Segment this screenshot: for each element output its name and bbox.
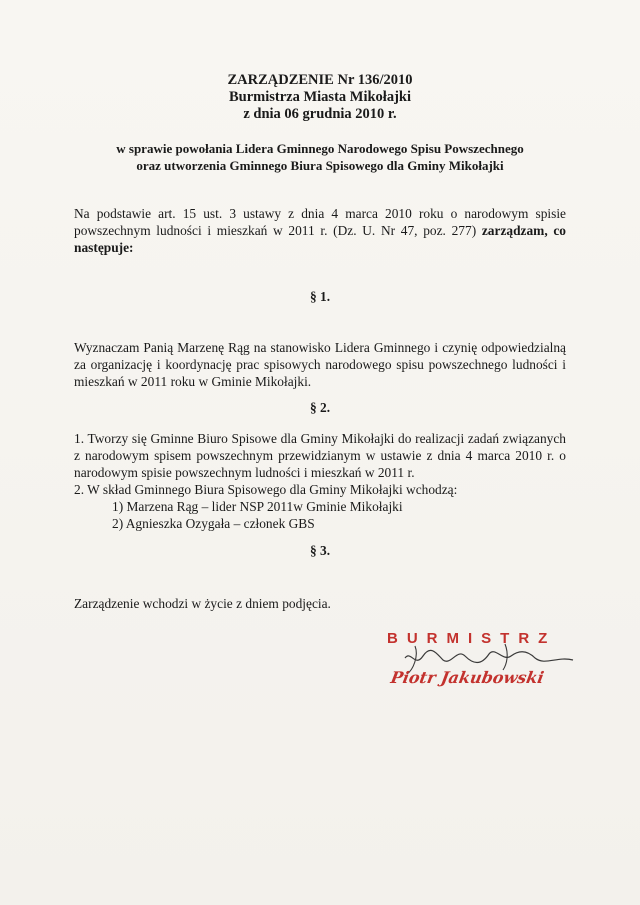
section-2-title: § 2. xyxy=(309,400,331,415)
decree-date: z dnia 06 grudnia 2010 r. xyxy=(243,106,397,122)
subject-line-2: oraz utworzenia Gminnego Biura Spisowego dla Gminy Mikołajki xyxy=(136,158,504,173)
list-item: 1) Marzena Rąg – lider NSP 2011w Gminie Mikołajki xyxy=(112,499,403,514)
subject-line-1: w sprawie powołania Lidera Gminnego Narodowego Spisu Powszechnego xyxy=(116,141,524,156)
preamble xyxy=(74,205,566,256)
document-header xyxy=(0,72,640,123)
decree-number: ZARZĄDZENIE Nr 136/2010 xyxy=(227,72,413,88)
stamp-name: Piotr Jakubowski xyxy=(389,668,546,687)
preamble-text: Na podstawie art. 15 ust. 3 ustawy z dnia 4 marca 2010 roku o narodowym spisie powszechnym ludności i mieszkań w 2011 r. (Dz. U. Nr 47, poz. 277) xyxy=(74,206,566,238)
section-2-item-2: 2. W skład Gminnego Biura Spisowego dla Gminy Mikołajki wchodzą: xyxy=(74,482,458,497)
list-item: 2) Agnieszka Ozygała – członek GBS xyxy=(112,516,315,531)
issuer: Burmistrza Miasta Mikołajki xyxy=(228,89,412,105)
section-3-title: § 3. xyxy=(309,543,331,558)
signature-stamp xyxy=(385,626,585,696)
section-1-text: Wyznaczam Panią Marzenę Rąg na stanowisko Lidera Gminnego i czynię odpowiedzialną za organizację i koordynację prac spisowych narodowego spisu powszechnego ludności i mieszkań w 2011 roku w Gminie Mikołajki. xyxy=(74,340,566,389)
section-2-item-1: 1. Tworzy się Gminne Biuro Spisowe dla Gminy Mikołajki do realizacji zadań związanych z narodowym spisem powszechnym przewidzianym w ustawie z dnia 4 marca 2010 r. o narodowym spisie powszechnym ludności i mieszkań w 2011 r. xyxy=(74,431,566,480)
section-3-text: Zarządzenie wchodzi w życie z dniem podjęcia. xyxy=(74,596,331,611)
decree-subject xyxy=(0,140,640,174)
preamble-bold: zarządzam, co następuje: xyxy=(74,223,567,255)
section-1-title: § 1. xyxy=(309,289,331,304)
stamp-title: BURMISTRZ xyxy=(387,630,557,647)
